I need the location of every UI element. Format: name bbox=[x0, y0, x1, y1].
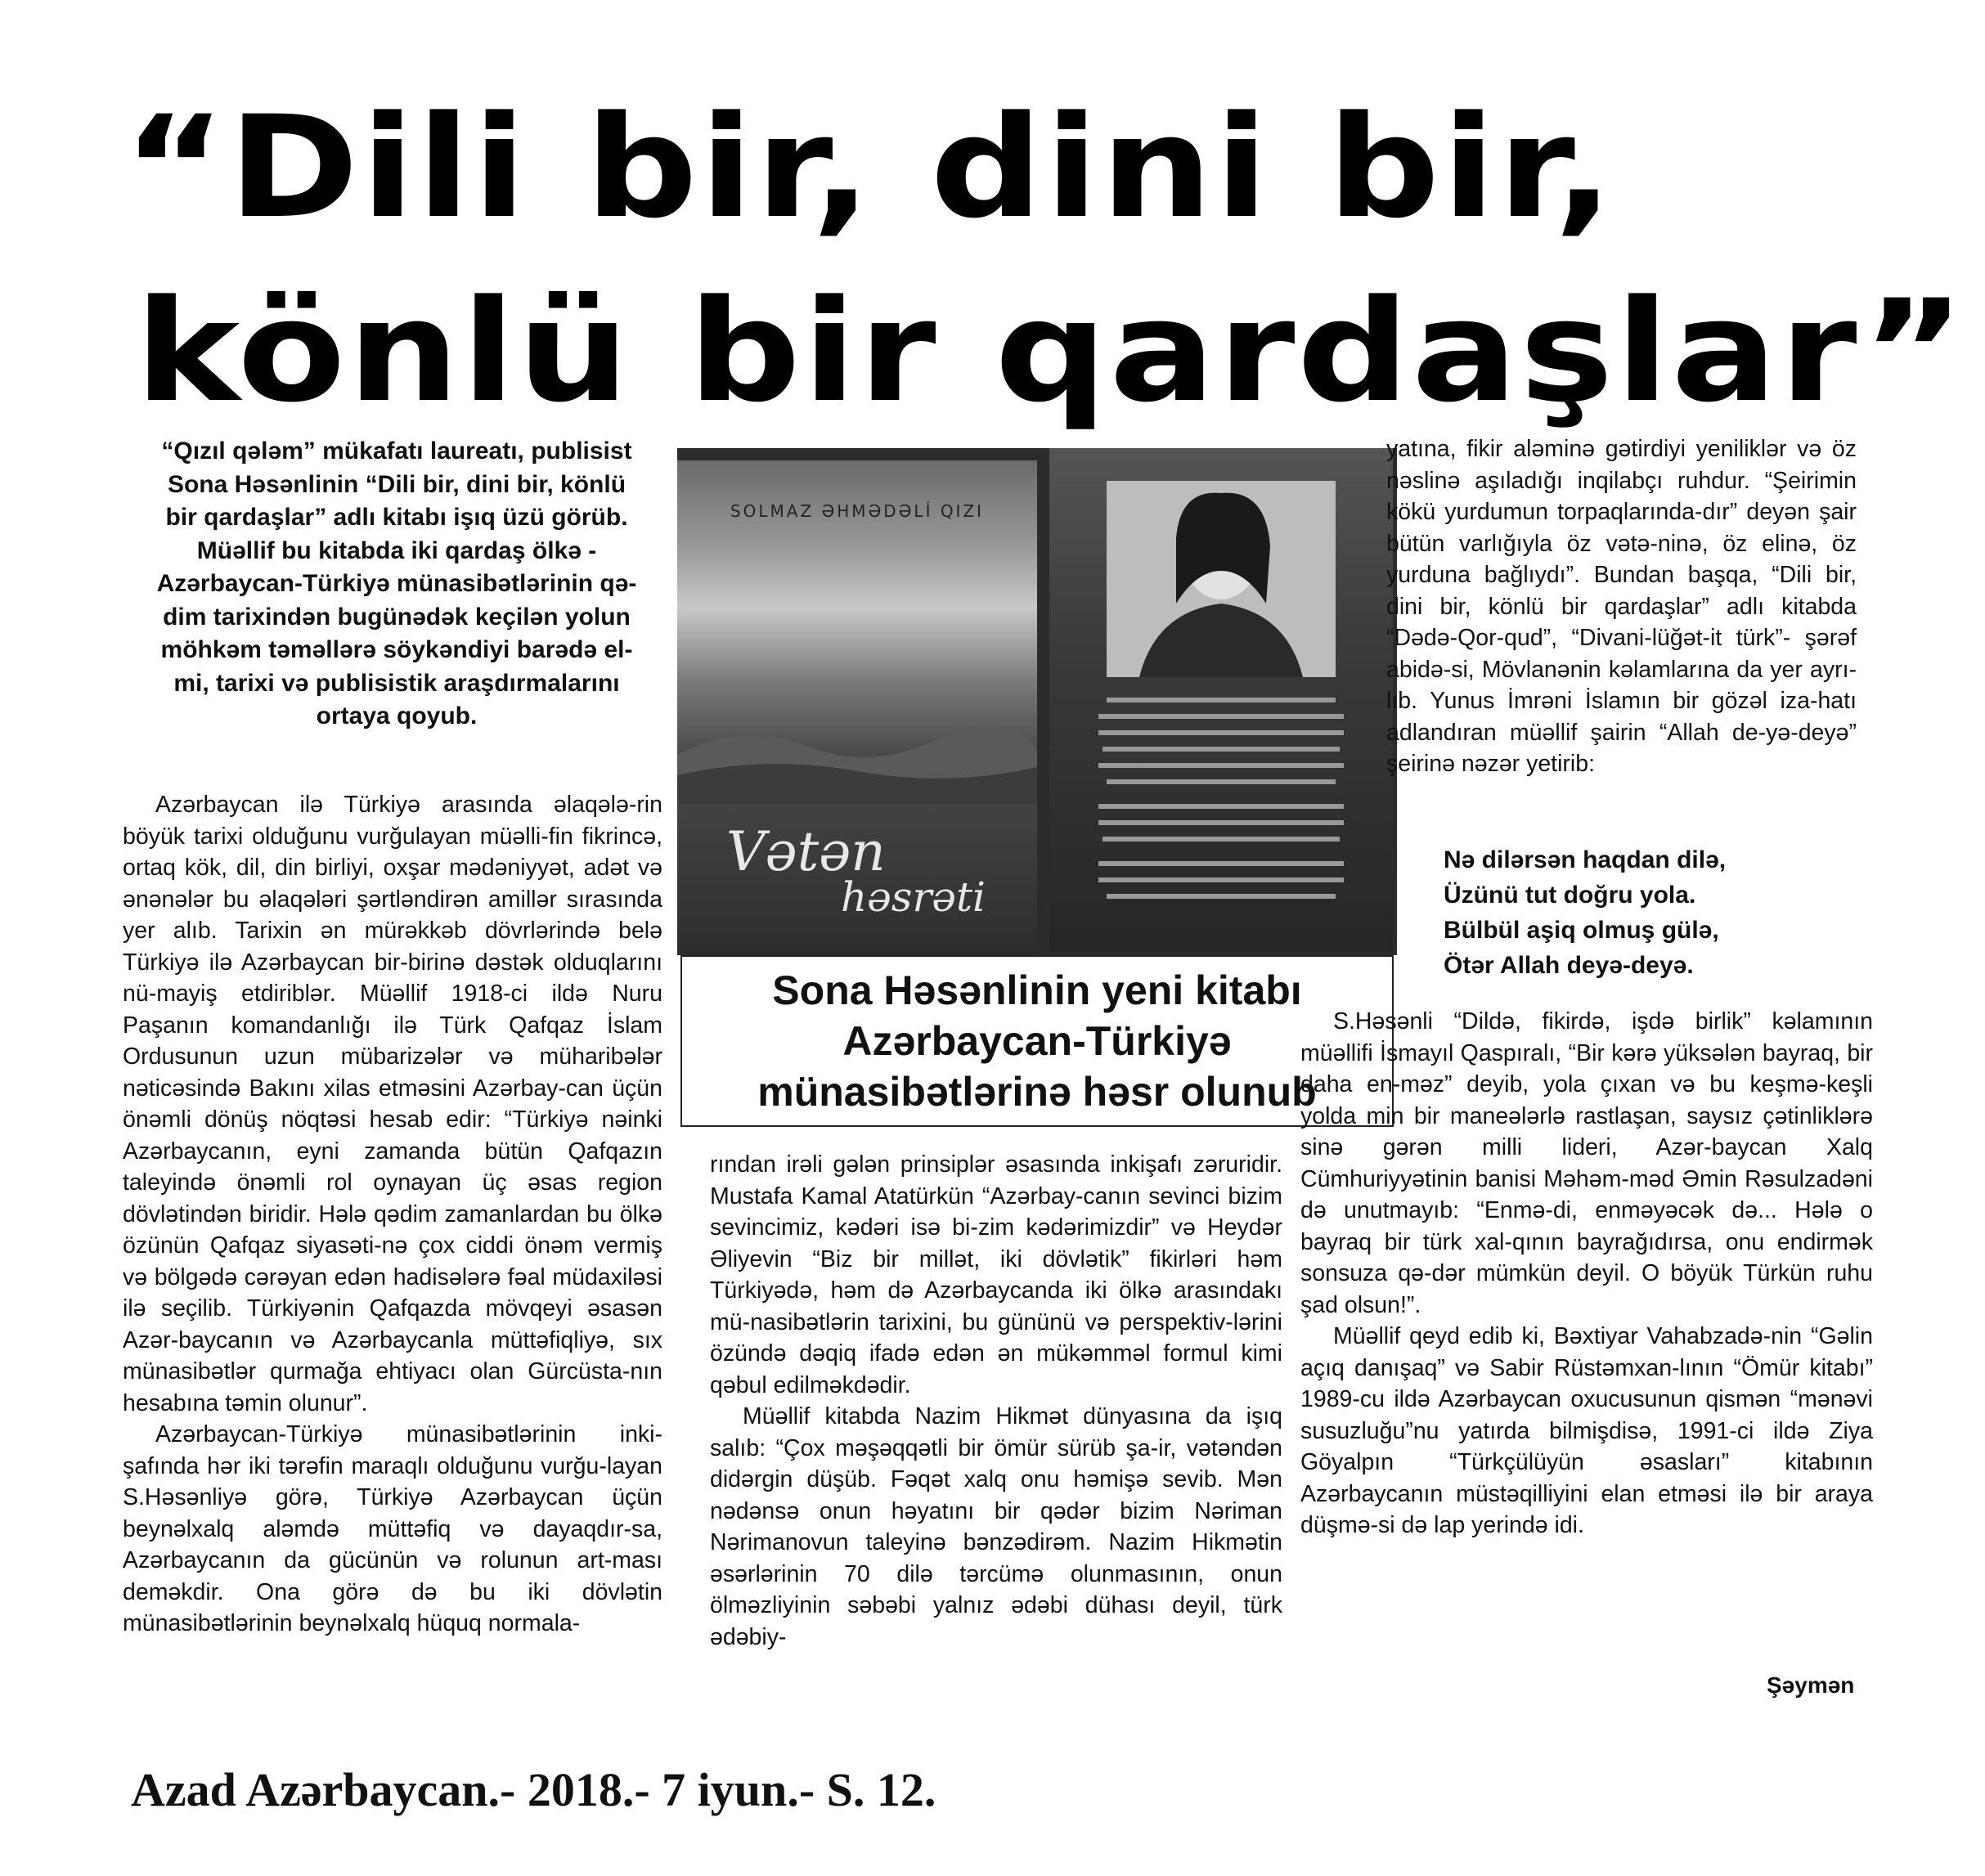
lead-line: mi, tarixi və publisistik araşdırmalarını bbox=[173, 669, 620, 697]
column-3-bottom bbox=[1300, 1006, 1873, 1542]
book-author-line: SOLMAZ ƏHMƏDƏLİ QIZI bbox=[730, 501, 985, 521]
caption-line-2: Azərbaycan-Türkiyə bbox=[842, 1018, 1232, 1064]
lead-paragraph bbox=[143, 435, 650, 734]
col3-paragraph-1: yatına, fikir aləminə gətirdiyi yeniliklər və öz nəslinə aşıladığı inqilabçı ruhdur. “Şeirimin kökü yurdumun torpaqlarında-dır” deyən şair bütün varlığıyla öz vətə-ninə, öz elinə, öz yurduna bağlıydı”. Bundan başqa, “Dili bir, dini bir, könlü bir qardaşlar” adlı kitabda “Dədə-Qor-qud”, “Divani-lüğət-it türk”- şərəf abidə-si, Mövlanənin kəlamlarına da yer ayrı-lıb. Yunus İmrəni İslamın bir gözəl iza-hatı adlandıran müəllif şairin “Allah de-yə-deyə” şeirinə nəzər yetirib: bbox=[1386, 436, 1857, 777]
lead-line: Sona Həsənlinin “Dili bir, dini bir, könlü bbox=[167, 470, 626, 498]
lead-line: “Qızıl qələm” mükafatı laureatı, publisist bbox=[161, 438, 632, 465]
poem-quote bbox=[1444, 842, 1869, 983]
poem-line: Ötər Allah deyə-deyə. bbox=[1444, 952, 1694, 979]
book-front-cover bbox=[677, 460, 1037, 951]
lead-line: möhkəm təməllərə söykəndiyi barədə el- bbox=[160, 636, 633, 663]
back-cover-text-lines bbox=[1090, 693, 1352, 922]
headline-line-1: “Dili bir, dini bir, bbox=[123, 85, 1616, 249]
headline-line-2: könlü bir qardaşlar” bbox=[135, 269, 1968, 433]
column-2 bbox=[710, 1149, 1282, 1653]
poem-line: Nə dilərsən haqdan dilə, bbox=[1444, 846, 1727, 873]
lead-line: Azərbaycan-Türkiyə münasibətlərinin qə- bbox=[156, 570, 637, 597]
lead-line: Müəllif bu kitabda iki qardaş ölkə - bbox=[196, 536, 597, 564]
poem-line: Bülbül aşiq olmuş gülə, bbox=[1444, 917, 1719, 944]
caption-line-1: Sona Həsənlinin yeni kitabı bbox=[772, 967, 1302, 1013]
author-portrait-icon bbox=[1107, 481, 1336, 677]
col3-paragraph-3: Müəllif qeyd edib ki, Bəxtiyar Vahabzadə-nin “Gəlin açıq danışaq” və Sabir Rüstəmxan-lının “Ömür kitabı” 1989-cu ildə Azərbaycan oxucusunun qismən “mənəvi susuzluğu”nu yatırda bilmişdisə, 1991-ci ildə Ziya Göyalpın “Türkçülüyün əsasları” kitabının Azərbaycanın müstəqilliyini elan etməsi ilə bir araya düşmə-si də lap yerində idi. bbox=[1300, 1323, 1873, 1538]
photo-caption bbox=[680, 955, 1394, 1127]
col1-paragraph-2: Azərbaycan-Türkiyə münasibətlərinin inki-şafında hər iki tərəfin maraqlı olduğunu vurğu-layan S.Həsənliyə görə, Türkiyə Azərbaycan üçün beynəlxalq aləmdə müttəfiq və dayaqdır-sa, Azərbaycanın da gücünün və rolunun art-ması deməkdir. Ona görə də bu iki dövlətin münasibətlərinin beynəlxalq hüquq normala- bbox=[123, 1421, 662, 1636]
column-3-top bbox=[1386, 433, 1857, 780]
column-1 bbox=[123, 789, 662, 1640]
source-citation: Azad Azərbaycan.- 2018.- 7 iyun.- S. 12. bbox=[131, 1763, 936, 1816]
book-title-2: həsrəti bbox=[841, 873, 986, 921]
book-title-1: Vətən bbox=[726, 820, 886, 883]
col2-paragraph-1: rından irəli gələn prinsiplər əsasında inkişafı zəruridir. Mustafa Kamal Atatürkün “Azərbay-canın sevinci bizim sevincimiz, kədəri isə bi-zim kədərimizdir” və Heydər Əliyevin “Biz bir millət, iki dövlətik” fikirləri həm Türkiyədə, həm də Azərbaycanda iki ölkə arasındakı mü-nasibətlərin tarixini, bu gününü və perspektiv-lərini özündə dəqiq ifadə edən ən mükəmməl formul kimi qəbul edilməkdədir. bbox=[710, 1151, 1282, 1398]
author-signature: Şəymən bbox=[1767, 1672, 1855, 1698]
caption-line-3: münasibətlərinə həsr olunub bbox=[757, 1069, 1317, 1115]
col3-paragraph-2: S.Həsənli “Dildə, fikirdə, işdə birlik” kəlamının müəllifi İsmayıl Qaspıralı, “Bir kərə yüksələn bayraq, bir daha en-məz” deyib, yola çıxan və bu keşmə-keşli yolda min bir maneələrlə rastlaşan, saysız çətinliklərə sinə gərən milli lideri, Azər-baycan Xalq Cümhuriyyətinin banisi Məhəm-məd Əmin Rəsulzadəni də unutmayıb: “Enmə-di, enməyəcək də... Hələ o bayraq bir türk xal-qının bayrağıdırsa, onu endirmək sonsuza qə-dər mümkün deyil. O böyük Türkün ruhu şad olsun!”. bbox=[1300, 1008, 1873, 1318]
col2-paragraph-2: Müəllif kitabda Nazim Hikmət dünyasına da işıq salıb: “Çox məşəqqətli bir ömür sürüb şa-ir, vətəndən didərgin düşüb. Fəqət xalq onu həmişə sevib. Mən nədənsə onun həyatını bir qədər bizim Nəriman Nərimanovun taleyinə bənzədirəm. Nazim Hikmətin əsərlərinin 70 dilə tərcümə olunmasının, onun ölməzliyinin səbəbi yalnız ədəbi dühası deyil, türk ədəbiy- bbox=[710, 1403, 1282, 1650]
book-back-cover bbox=[1049, 448, 1393, 951]
lead-line: ortaya qoyub. bbox=[316, 702, 478, 729]
author-photo bbox=[1107, 481, 1336, 677]
lead-line: bir qardaşlar” adlı kitabı işıq üzü görüb. bbox=[165, 504, 628, 531]
poem-line: Üzünü tut doğru yola. bbox=[1444, 882, 1696, 909]
back-cover-text-block bbox=[1090, 693, 1352, 931]
lead-line: dim tarixindən bugünədək keçilən yolun bbox=[163, 603, 631, 631]
landscape-image bbox=[677, 706, 1037, 804]
book-photo bbox=[677, 448, 1397, 955]
col1-paragraph-1: Azərbaycan ilə Türkiyə arasında əlaqələ-rin böyük tarixi olduğunu vurğulayan müəlli-fin fikrincə, ortaq kök, dil, din birliyi, oxşar mədəniyyət, adət və ənənələr bu əlaqələri şərtləndirən amillər sırasında yer alıb. Tarixin ən mürəkkəb dövrlərində belə Türkiyə ilə Azərbaycan bir-birinə dəstək olduqlarını nü-mayiş etdiriblər. Müəllif 1918-ci ildə Nuru Paşanın komandanlığı ilə Türk Qafqaz İslam Ordusunun uzun mübarizələr və müharibələr nəticəsində Bakını xilas etməsini Azərbay-can üçün önəmli dönüş nöqtəsi hesab edir: “Türkiyə nəinki Azərbaycanın, eyni zamanda bütün Qafqazın taleyində önəmli rol oynayan üç əsas region dövlətindən biridir. Hələ qədim zamanlardan bu ölkə özünün Qafqaz siyasəti-nə çox ciddi önəm vermiş və bölgədə cərəyan edən hadisələrə fəal müdaxiləsi ilə seçilib. Türkiyənin Qafqazda mövqeyi əsasən Azər-baycanın və Azərbaycanla müttəfiqliyə, sıx münasibətlər qurmağa ehtiyacı olan Gürcüsta-nın hesabına təmin olunur”. bbox=[123, 792, 662, 1416]
